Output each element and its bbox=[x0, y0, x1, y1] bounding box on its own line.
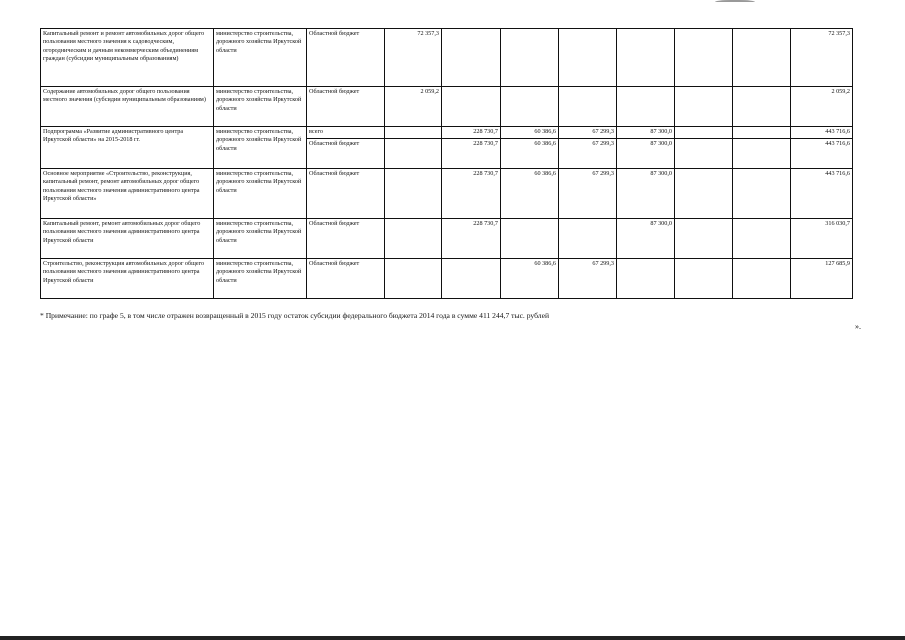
value-cell: 67 299,3 bbox=[559, 259, 617, 299]
value-cell: 87 300,0 bbox=[617, 169, 675, 219]
value-cell bbox=[559, 219, 617, 259]
value-cell: 60 386,6 bbox=[501, 127, 559, 139]
table-row bbox=[41, 169, 853, 219]
table-row bbox=[41, 259, 853, 299]
value-cell bbox=[442, 259, 501, 299]
value-cell bbox=[501, 219, 559, 259]
total-cell: 127 685,9 bbox=[791, 259, 853, 299]
value-cell bbox=[617, 29, 675, 87]
row-executor: министерство строительства, дорожного хозяйства Иркутской области bbox=[214, 219, 307, 259]
row-name: Капитальный ремонт и ремонт автомобильных дорог общего пользования местного значения к садоводческим, огородническим и дачным некоммерческим объединениям граждан (субсидии муниципальным образованиям) bbox=[41, 29, 214, 87]
value-cell bbox=[675, 139, 733, 169]
value-cell: 60 386,6 bbox=[501, 169, 559, 219]
value-cell: 228 730,7 bbox=[442, 127, 501, 139]
value-cell bbox=[733, 139, 791, 169]
row-source: Областной бюджет bbox=[307, 169, 385, 219]
value-cell bbox=[385, 259, 442, 299]
row-source: Областной бюджет bbox=[307, 219, 385, 259]
value-cell bbox=[385, 127, 442, 139]
total-cell: 316 030,7 bbox=[791, 219, 853, 259]
row-source: Областной бюджет bbox=[307, 29, 385, 87]
value-cell: 228 730,7 bbox=[442, 139, 501, 169]
value-cell bbox=[733, 127, 791, 139]
value-cell: 87 300,0 bbox=[617, 219, 675, 259]
value-cell bbox=[559, 29, 617, 87]
row-executor: министерство строительства, дорожного хозяйства Иркутской области bbox=[214, 259, 307, 299]
total-cell: 72 357,3 bbox=[791, 29, 853, 87]
table-row bbox=[41, 127, 853, 139]
value-cell: 60 386,6 bbox=[501, 139, 559, 169]
table-row bbox=[41, 87, 853, 127]
row-executor: министерство строительства, дорожного хозяйства Иркутской области bbox=[214, 169, 307, 219]
footnote: * Примечание: по графе 5, в том числе отражен возвращенный в 2015 году остаток субсидии федерального бюджета 2014 года в сумме 411 244,7 тыс. рублей bbox=[40, 311, 550, 320]
value-cell bbox=[675, 169, 733, 219]
row-source: Областной бюджет bbox=[307, 139, 385, 169]
value-cell bbox=[733, 259, 791, 299]
total-cell: 443 716,6 bbox=[791, 169, 853, 219]
scan-artifact bbox=[715, 0, 755, 5]
value-cell bbox=[559, 87, 617, 127]
value-cell bbox=[675, 127, 733, 139]
row-executor: министерство строительства, дорожного хозяйства Иркутской области bbox=[214, 87, 307, 127]
value-cell: 67 299,3 bbox=[559, 169, 617, 219]
value-cell: 87 300,0 bbox=[617, 127, 675, 139]
total-cell: 443 716,6 bbox=[791, 127, 853, 139]
budget-table bbox=[40, 28, 853, 299]
table-row bbox=[41, 219, 853, 259]
value-cell bbox=[733, 87, 791, 127]
value-cell bbox=[733, 219, 791, 259]
value-cell: 60 386,6 bbox=[501, 259, 559, 299]
value-cell bbox=[675, 29, 733, 87]
value-cell bbox=[501, 87, 559, 127]
value-cell: 2 059,2 bbox=[385, 87, 442, 127]
value-cell bbox=[675, 219, 733, 259]
value-cell: 228 730,7 bbox=[442, 219, 501, 259]
value-cell: 87 300,0 bbox=[617, 139, 675, 169]
row-source: Областной бюджет bbox=[307, 87, 385, 127]
row-name: Строительство, реконструкция автомобильных дорог общего пользования местного значения административного центра Иркутской области bbox=[41, 259, 214, 299]
page-bottom-edge bbox=[0, 636, 905, 640]
row-name: Подпрограмма «Развитие административного центра Иркутской области» на 2015-2018 гг. bbox=[41, 127, 214, 169]
total-cell: 2 059,2 bbox=[791, 87, 853, 127]
value-cell bbox=[385, 139, 442, 169]
value-cell: 67 299,3 bbox=[559, 139, 617, 169]
value-cell: 228 730,7 bbox=[442, 169, 501, 219]
value-cell bbox=[442, 29, 501, 87]
row-executor: министерство строительства, дорожного хозяйства Иркутской области bbox=[214, 29, 307, 87]
row-executor: министерство строительства, дорожного хозяйства Иркутской области bbox=[214, 127, 307, 169]
table-row bbox=[41, 29, 853, 87]
value-cell bbox=[501, 29, 559, 87]
row-name: Содержание автомобильных дорог общего пользования местного значения (субсидии муниципальным образованиям) bbox=[41, 87, 214, 127]
value-cell bbox=[733, 29, 791, 87]
value-cell bbox=[617, 87, 675, 127]
closing-quote-mark: ». bbox=[855, 322, 861, 331]
value-cell bbox=[675, 259, 733, 299]
total-cell: 443 716,6 bbox=[791, 139, 853, 169]
row-name: Основное мероприятие «Строительство, реконструкция, капитальный ремонт, ремонт автомобильных дорог общего пользования местного значения административного центра Иркутской области» bbox=[41, 169, 214, 219]
value-cell bbox=[617, 259, 675, 299]
row-name: Капитальный ремонт, ремонт автомобильных дорог общего пользования местного значения административного центра Иркутской области bbox=[41, 219, 214, 259]
value-cell bbox=[385, 169, 442, 219]
value-cell bbox=[385, 219, 442, 259]
value-cell bbox=[442, 87, 501, 127]
value-cell: 67 299,3 bbox=[559, 127, 617, 139]
value-cell: 72 357,3 bbox=[385, 29, 442, 87]
row-source: Областной бюджет bbox=[307, 259, 385, 299]
value-cell bbox=[675, 87, 733, 127]
value-cell bbox=[733, 169, 791, 219]
row-source: всего bbox=[307, 127, 385, 139]
